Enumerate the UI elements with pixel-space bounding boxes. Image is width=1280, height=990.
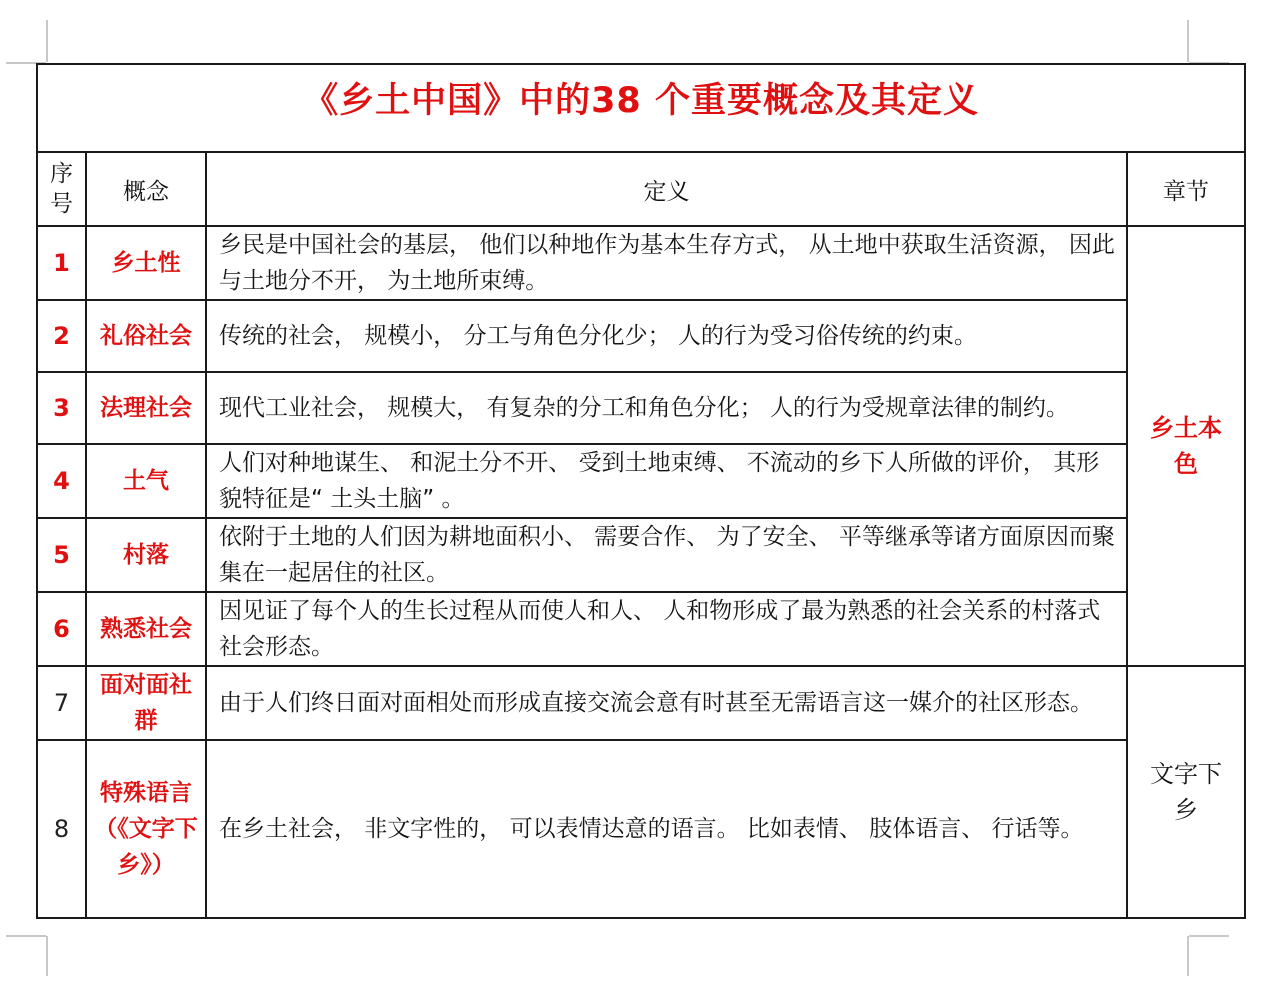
row-seq: 1 xyxy=(37,226,86,300)
crop-mark xyxy=(1187,20,1189,62)
table-row xyxy=(37,226,1245,300)
row-seq: 7 xyxy=(37,666,86,740)
row-definition: 现代工业社会， 规模大， 有复杂的分工和角色分化； 人的行为受规章法律的制约。 xyxy=(206,372,1127,444)
crop-mark xyxy=(6,935,46,937)
crop-mark xyxy=(46,936,48,976)
page-title: 《乡土中国》中的38 个重要概念及其定义 xyxy=(303,81,979,121)
table-row xyxy=(37,518,1245,592)
header-concept: 概念 xyxy=(86,152,206,226)
row-concept: 土气 xyxy=(86,444,206,518)
row-concept: 乡土性 xyxy=(86,226,206,300)
row-definition: 由于人们终日面对面相处而形成直接交流会意有时甚至无需语言这一媒介的社区形态。 xyxy=(206,666,1127,740)
row-concept: 特殊语言（《文字下乡》） xyxy=(86,740,206,918)
row-seq: 6 xyxy=(37,592,86,666)
table-row xyxy=(37,592,1245,666)
row-concept: 礼俗社会 xyxy=(86,300,206,372)
header-definition: 定义 xyxy=(206,152,1127,226)
row-definition: 因见证了每个人的生长过程从而使人和人、 人和物形成了最为熟悉的社会关系的村落式社会形态。 xyxy=(206,592,1127,666)
row-seq: 4 xyxy=(37,444,86,518)
row-seq: 5 xyxy=(37,518,86,592)
header-row xyxy=(37,152,1245,226)
header-chapter: 章节 xyxy=(1127,152,1245,226)
row-concept: 面对面社群 xyxy=(86,666,206,740)
table-row xyxy=(37,300,1245,372)
chapter-cell: 乡土本色 xyxy=(1127,226,1245,666)
row-definition: 乡民是中国社会的基层， 他们以种地作为基本生存方式， 从土地中获取生活资源， 因此与土地分不开， 为土地所束缚。 xyxy=(206,226,1127,300)
table-row xyxy=(37,444,1245,518)
title-cell xyxy=(37,64,1245,152)
row-seq: 3 xyxy=(37,372,86,444)
row-concept: 熟悉社会 xyxy=(86,592,206,666)
table-row xyxy=(37,666,1245,740)
title-row xyxy=(37,64,1245,152)
crop-mark xyxy=(46,20,48,62)
table-row xyxy=(37,740,1245,918)
row-concept: 法理社会 xyxy=(86,372,206,444)
row-definition: 在乡土社会， 非文字性的， 可以表情达意的语言。 比如表情、 肢体语言、 行话等。 xyxy=(206,740,1127,918)
concepts-table xyxy=(36,63,1246,919)
table-row xyxy=(37,372,1245,444)
row-seq: 2 xyxy=(37,300,86,372)
crop-mark xyxy=(1187,936,1189,976)
header-seq: 序号 xyxy=(37,152,86,226)
chapter-cell: 文字下乡 xyxy=(1127,666,1245,918)
row-concept: 村落 xyxy=(86,518,206,592)
row-seq: 8 xyxy=(37,740,86,918)
row-definition: 人们对种地谋生、 和泥土分不开、 受到土地束缚、 不流动的乡下人所做的评价， 其形貌特征是“ 土头土脑” 。 xyxy=(206,444,1127,518)
row-definition: 传统的社会， 规模小， 分工与角色分化少； 人的行为受习俗传统的约束。 xyxy=(206,300,1127,372)
row-definition: 依附于土地的人们因为耕地面积小、 需要合作、 为了安全、 平等继承等诸方面原因而聚集在一起居住的社区。 xyxy=(206,518,1127,592)
crop-mark xyxy=(1189,935,1229,937)
